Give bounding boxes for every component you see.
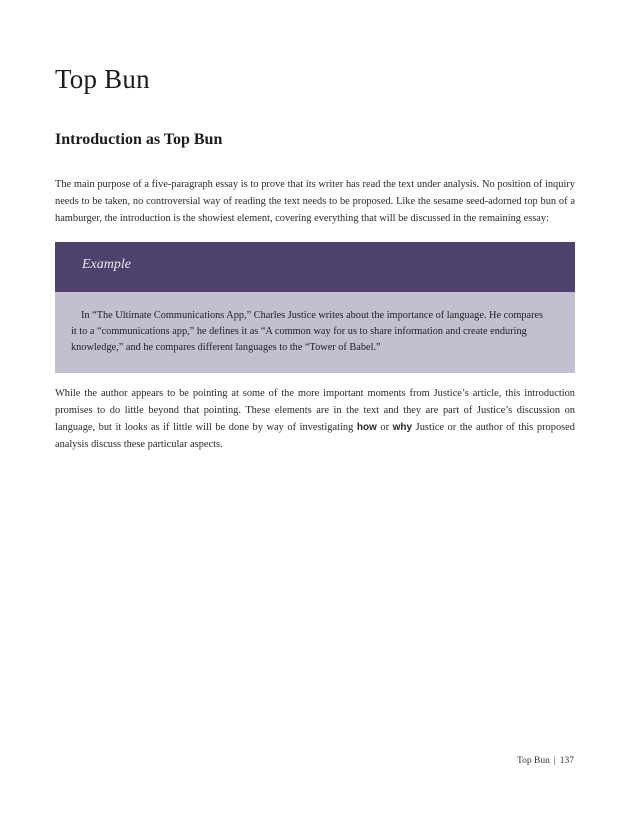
analysis-text-part2: Justice or the author of this proposed analysis discuss these particular aspects. xyxy=(55,422,575,450)
running-title: Top Bun xyxy=(516,756,550,766)
analysis-connector: or xyxy=(376,422,393,433)
example-text: In “The Ultimate Communications App,” Charles Justice writes about the importance of language. He compares it to a “communications app,” he defines it as “A common way for us to share information and create enduring knowledge,” and he compares different languages to the “Tower of Babel.” xyxy=(71,310,544,353)
example-box-body xyxy=(55,292,575,373)
analysis-text-part1: While the author appears to be pointing at some of the more important moments from Justice’s article, this introduction promises to do little beyond that pointing. These elements are in the text and they are part of Justice’s discussion on language, but it looks as if little will be done by way of investigating xyxy=(55,388,575,433)
footer-separator: | xyxy=(553,756,556,766)
analysis-paragraph xyxy=(55,385,575,453)
emphasis-how: how xyxy=(356,422,377,433)
intro-paragraph: The main purpose of a five-paragraph essay is to prove that its writer has read the text under analysis. No position of inquiry needs to be taken, no controversial way of reading the text needs to be proposed. Like the sesame seed-adorned top bun of a hamburger, the introduction is the showiest element, covering everything that will be discussed in the remaining essay: xyxy=(55,179,575,224)
emphasis-why: why xyxy=(392,422,413,433)
page-footer xyxy=(517,756,574,766)
chapter-title: Top Bun xyxy=(55,64,150,94)
section-title: Introduction as Top Bun xyxy=(55,131,223,148)
page-number: 137 xyxy=(559,756,574,766)
example-label: Example xyxy=(82,257,131,272)
example-box-header xyxy=(55,242,575,292)
